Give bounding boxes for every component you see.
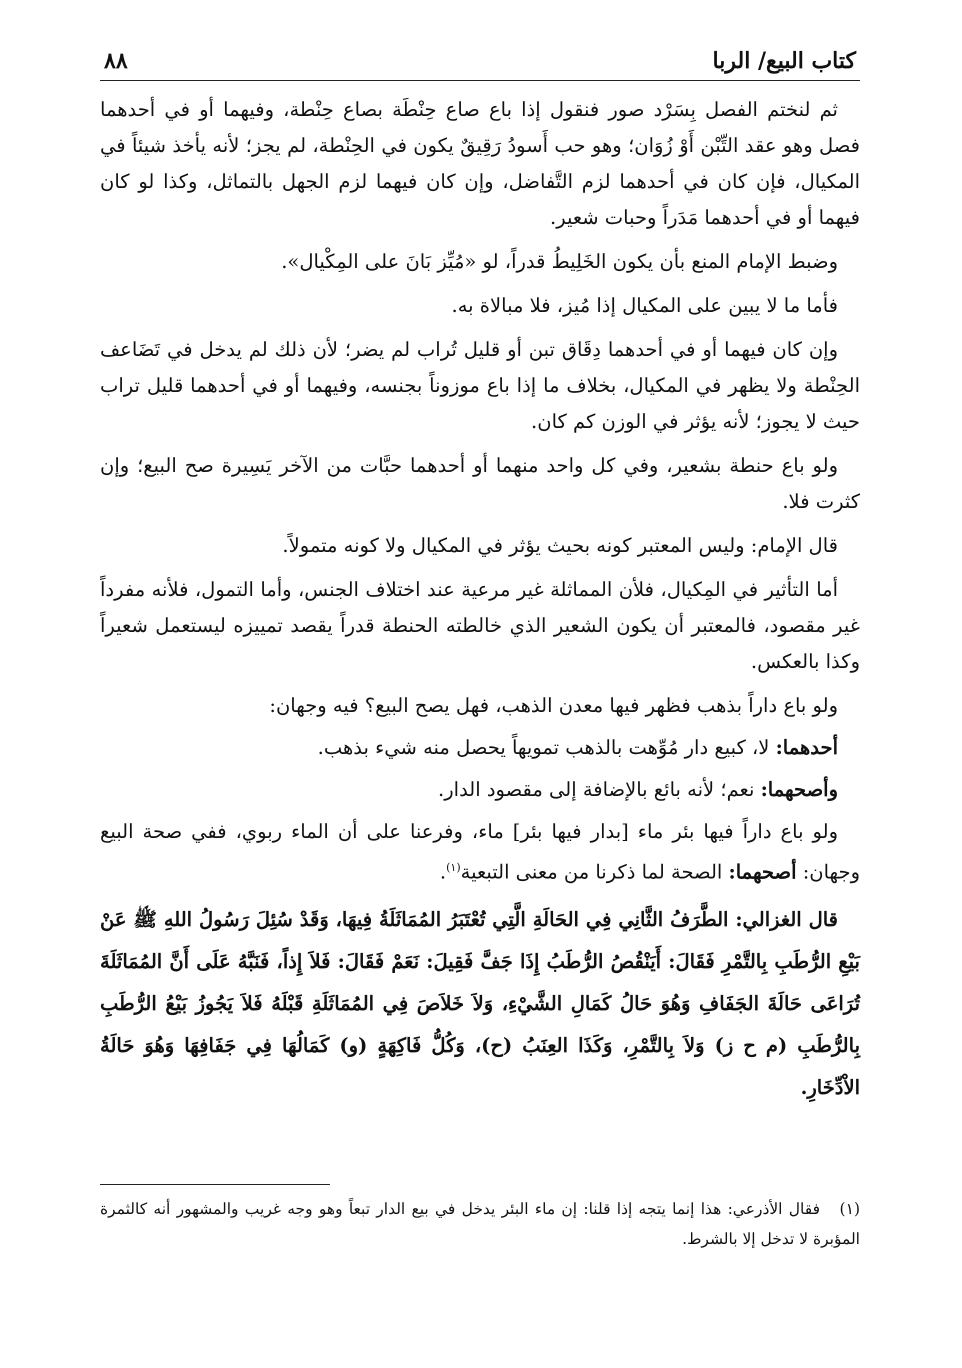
paragraph: ولو باع داراً بذهب فظهر فيها معدن الذهب، فهل يصح البيع؟ فيه وجهان: (269, 694, 838, 717)
footnote-reference: (١) (446, 861, 461, 874)
quote-lead: قال الغزالي: (735, 907, 839, 931)
well-tail: الصحة لما ذكرنا من معنى التبعية (460, 860, 723, 884)
paragraph: فأما ما لا يبين على المكيال إذا مُيز، فلا مبالاة به. (451, 294, 838, 317)
ghazali-quote (100, 899, 860, 1109)
second-view-paragraph (100, 772, 860, 808)
first-view-text: لا، كبيع دار مُوِّهت بالذهب تمويهاً يحصل منه شيء بذهب. (317, 736, 770, 759)
paragraph: وإن كان فيهما أو في أحدهما دِقَاق تبن أو قليل تُراب لم يضر؛ لأن ذلك لم يدخل في تَضَاعف الحِنْطة ولا يظهر في المكيال، بخلاف ما إذا باع موزوناً بجنسه، وفيهما أو في أحدهما قليل تراب حيث لا يجوز؛ لأنه يؤثر في الوزن كم كان. (100, 338, 860, 433)
running-title: كتاب البيع/ الربا (712, 48, 856, 74)
quote-text: الطَّرَفُ الثَّانِي فِي الحَالَةِ الَّتِي تُعْتَبَرُ المُمَاثَلَةُ فِيهَا، وَقَدْ سُئِلَ رَسُولُ اللهِ ﷺ عَنْ بَيْعِ الرُّطَبِ بِالتَّمْرِ فَقَالَ: أَيَنْقُصُ الرُّطَبُ إِذَا جَفَّ فَقِيلَ: نَعَمْ فَقَالَ: فَلاَ إِذاً، فَنَبَّهُ عَلَى أَنَّ المُمَاثَلَةَ تُرَاعَى حَالَةَ الجَفَافِ وَهُوَ حَالُ كَمَالِ الشَّيْءِ، وَلاَ خَلاَصَ فِي المُمَاثَلَةِ قَبْلَهُ فَلاَ يَجُوزُ بَيْعُ الرُّطَبِ بِالرُّطَبِ (م ح ز) وَلاَ بِالتَّمْرِ، وَكَذَا العِنَبُ (ح)، وَكُلُّ فَاكِهَةٍ (و) كَمَالُهَا فِي جَفَافِهَا وَهُوَ حَالَةُ الاْدِّخَارِ. (100, 907, 860, 1099)
first-view-label: أحدهما: (775, 736, 838, 759)
paragraph: وضبط الإمام المنع بأن يكون الخَلِيطُ قدراً، لو «مُيِّز بَانَ على المِكْيال». (281, 250, 838, 273)
second-view-text: نعم؛ لأنه بائع بالإضافة إلى مقصود الدار. (438, 778, 755, 801)
paragraph: قال الإمام: وليس المعتبر كونه بحيث يؤثر في المكيال ولا كونه متمولاً. (282, 534, 838, 557)
well-label: أصحهما: (728, 860, 797, 884)
footnote-number: (١) (839, 1200, 860, 1218)
page-number: ٨٨ (104, 48, 128, 74)
well-text: ولو باع داراً فيها بئر ماء [بدار فيها بئر] ماء، وفرعنا على أن الماء ربوي، ففي صحة البيع وجهان: (100, 820, 860, 884)
header-rule (100, 80, 860, 81)
footnote-text: فقال الأذرعي: هذا إنما يتجه إذا قلنا: إن ماء البئر يدخل في بيع الدار تبعاً وهو وجه غريب والمشهور أنه كالثمرة المؤبرة لا تدخل إلا بالشرط. (100, 1200, 860, 1248)
first-view-paragraph (100, 730, 860, 766)
book-page (100, 24, 860, 1344)
second-view-label: وأصحهما: (760, 778, 838, 801)
page-header (100, 34, 860, 74)
paragraph: ولو باع حنطة بشعير، وفي كل واحد منهما أو أحدهما حبَّات من الآخر يَسِيرة صح البيع؛ وإن كثرت فلا. (100, 454, 860, 513)
body-text (100, 92, 860, 1117)
well-paragraph: ولو باع داراً فيها بئر ماء [بدار فيها بئر] ماء، وفرعنا على أن الماء ربوي، ففي صحة البيع وجهان: أصحهما: الصحة لما ذكرنا من معنى التبعية$^{(١)}$. (100, 820, 860, 884)
footnote-rule (100, 1184, 330, 1185)
footnote (100, 1194, 860, 1254)
paragraph: ثم لنختم الفصل بِسَرْد صور فنقول إذا باع صاع حِنْطَة بصاع حِنْطة، وفيهما أو في أحدهما فصل وهو عقد التِّبْن أَوْ زُوَان؛ وهو حب أَسودُ رَقِيقٌ يكون في الحِنْطة، لم يجز؛ لأنه يأخذ شيئاً في المكيال، فإن كان في أحدهما لزم التَّفاضل، وإن كان فيهما لزم الجهل بالتماثل، وكذا لو كان فيهما أو في أحدهما مَدَراً وحبات شعير. (100, 98, 860, 229)
paragraph: أما التأثير في المِكيال، فلأن المماثلة غير مرعية عند اختلاف الجنس، وأما التمول، فلأنه مفرداً غير مقصود، فالمعتبر أن يكون الشعير الذي خالطته الحنطة قدراً يقصد تمييزه ليستعمل شعيراً وكذا بالعكس. (100, 578, 860, 673)
